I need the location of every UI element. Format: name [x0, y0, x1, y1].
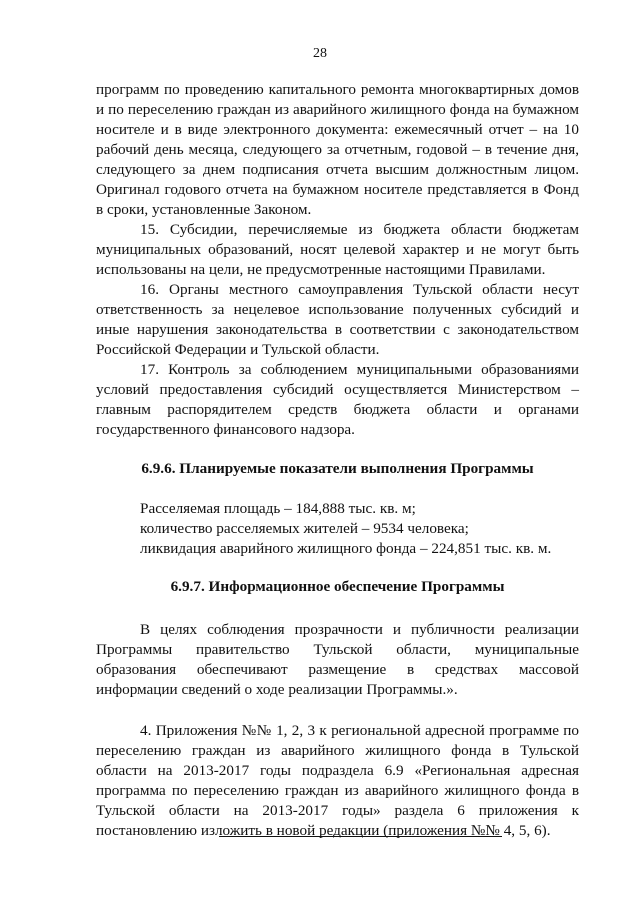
closing-rule	[219, 836, 502, 837]
spacer	[96, 597, 579, 620]
indicator-residents: количество расселяемых жителей – 9534 человека;	[140, 520, 469, 537]
paragraph-item-4: 4. Приложения №№ 1, 2, 3 к региональной адресной программе по переселению граждан из аварийного жилищного фонда в Тульской области на 2013-2017 годы подраздела 6.9 «Региональная адресная программа по переселению граждан из аварийного жилищного фонда в Тульской области на 2013-2017 годы» раздела 6 приложения к постановлению изложить в новой редакции (приложения №№ 4, 5, 6).	[96, 722, 579, 839]
paragraph-information: В целях соблюдения прозрачности и публичности реализации Программы правительство Тульской области, муниципальные образования обеспечивают размещение в средствах массовой информации сведений о ходе реализации Программы.».	[96, 621, 579, 698]
spacer	[96, 700, 579, 721]
spacer	[96, 479, 579, 499]
heading-6-9-6: 6.9.6. Планируемые показатели выполнения Программы	[141, 460, 534, 477]
indicator-liquidation: ликвидация аварийного жилищного фонда – 224,851 тыс. кв. м.	[140, 540, 552, 557]
indicator-area: Расселяемая площадь – 184,888 тыс. кв. м;	[140, 500, 416, 517]
paragraph-15: 15. Субсидии, перечисляемые из бюджета области бюджетам муниципальных образований, носят целевой характер и не могут быть использованы на цели, не предусмотренные настоящими Правилами.	[96, 221, 579, 278]
paragraph-continuation: программ по проведению капитального ремонта многоквартирных домов и по переселению граждан из аварийного жилищного фонда на бумажном носителе и в виде электронного документа: ежемесячный отчет – на 10 рабочий день месяца, следующего за отчетным, годовой – в течение дня, следующего за днем подписания отчета высшим должностным лицом. Оригинал годового отчета на бумажном носителе представляется в Фонд в сроки, установленные Законом.	[96, 81, 579, 218]
heading-6-9-7: 6.9.7. Информационное обеспечение Программы	[170, 578, 505, 595]
spacer	[96, 440, 579, 459]
paragraph-17: 17. Контроль за соблюдением муниципальными образованиями условий предоставления субсидий осуществляется Министерством – главным распорядителем средств бюджета области и органами государственного финансового надзора.	[96, 361, 579, 438]
indicators-list	[140, 499, 579, 559]
page-number: 28	[313, 46, 327, 61]
spacer	[96, 559, 579, 577]
page-content	[96, 80, 579, 841]
paragraph-16: 16. Органы местного самоуправления Тульской области несут ответственность за нецелевое использование полученных субсидий и иные нарушения законодательства в соответствии с законодательством Российской Федерации и Тульской области.	[96, 281, 579, 358]
